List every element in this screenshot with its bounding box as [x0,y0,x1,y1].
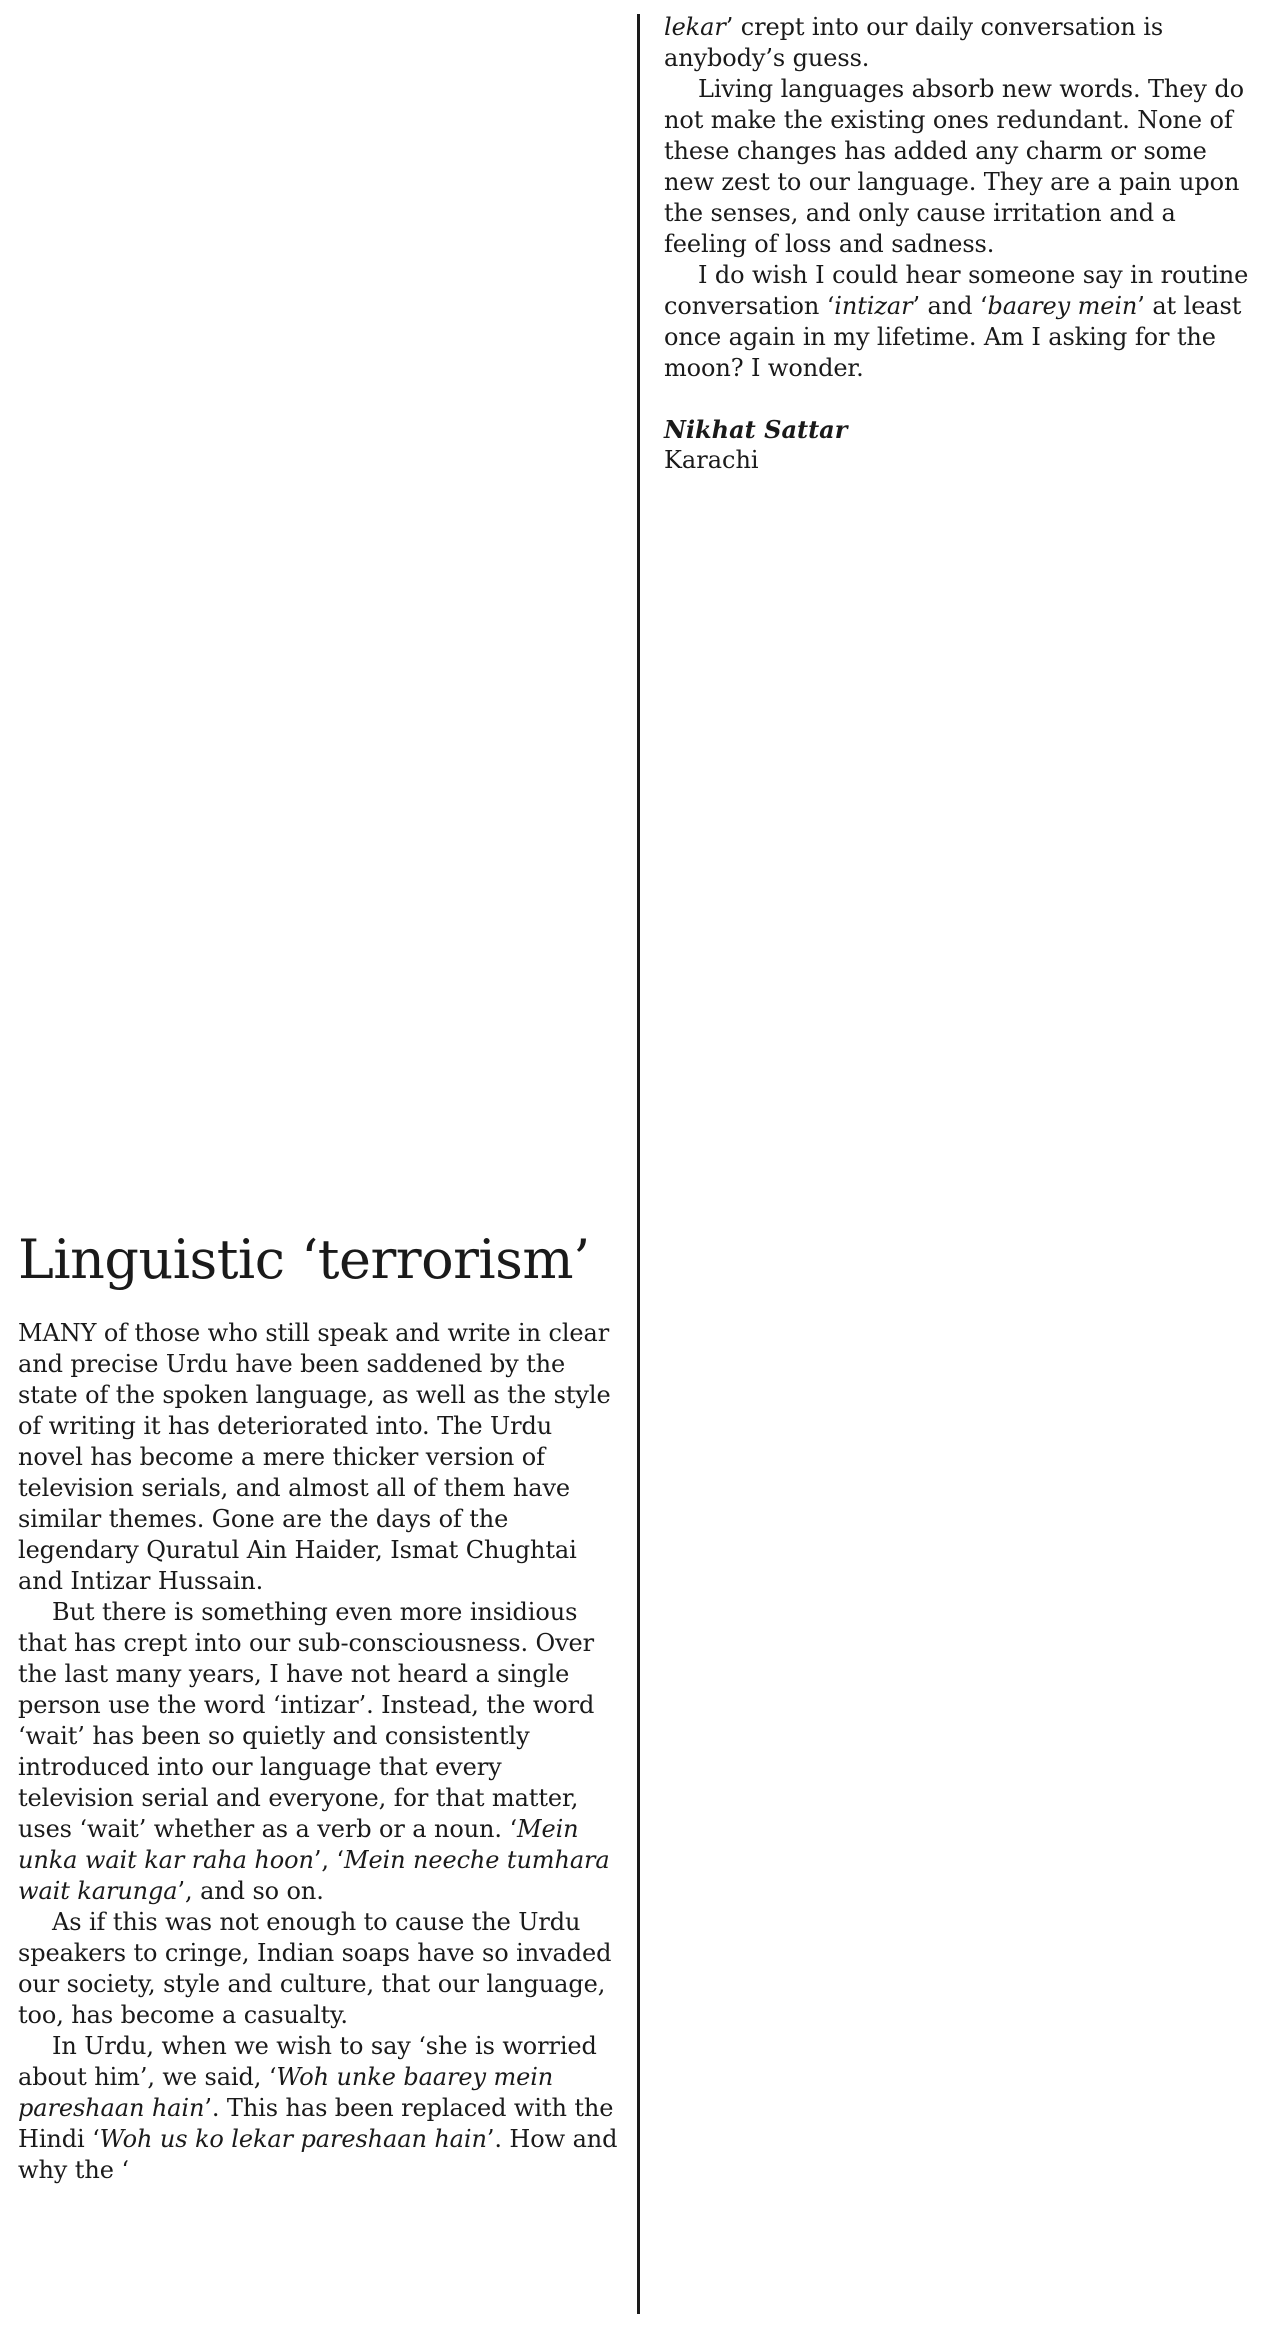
paragraph-5-text: Living languages absorb new words. They do not make the existing ones redundant. None of these changes has added any charm or some new zest to our language. They are a pain upon the senses, and only cause irritation and a feeling of loss and sadness. [664,75,1244,258]
paragraph-4-text-a: In Urdu, when we wish to say ‘she is worried about him’, we said, ‘ [18,2032,597,2091]
paragraph-6-text-a: I do wish I could hear someone say in routine conversation ‘ [664,261,1249,320]
letter-headline: Linguistic ‘terrorism’ [18,1228,590,1291]
paragraph-4-urdu-phrase: Woh unke baarey mein pareshaan hain [18,2063,554,2122]
paragraph-3-text: As if this was not enough to cause the Urdu speakers to cringe, Indian soaps have so invaded our society, style and culture, that our language, too, has become a casualty. [18,1908,612,2029]
paragraph-2-urdu-phrase-2: Mein neeche tumhara wait karunga [18,1846,610,1905]
paragraph-5 [664,74,1254,260]
paragraph-6-text-e: ’ at least once again in my lifetime. Am I asking for the moon? I wonder. [664,292,1242,382]
paragraph-4-continued [664,12,1254,74]
right-column [664,12,1254,476]
paragraph-4-text-g: ’ crept into our daily conversation is anybody’s guess. [664,13,1164,72]
paragraph-6-baarey-mein: baarey mein [987,292,1138,320]
paragraph-4-lekar: lekar [664,13,726,41]
paragraph-6 [664,260,1254,384]
paragraph-3 [18,1907,622,2031]
paragraph-2-text-a: But there is something even more insidious that has crept into our sub-consciousness. Over the last many years, I have not heard a single person use the word ‘intizar’. Instead, the word ‘wait’ has been so quietly and consistently introduced into our language that every television serial and everyone, for that matter, uses ‘wait’ whether as a verb or a noun. ‘ [18,1598,595,1843]
paragraph-2 [18,1597,622,1907]
paragraph-1 [18,1318,622,1597]
left-column [18,1228,622,2186]
paragraph-6-text-c: ’ and ‘ [912,292,988,320]
paragraph-6-intizar: intizar [834,292,913,320]
author-city: Karachi [664,446,759,474]
paragraph-4-text-c: ’. This has been replaced with the Hindi ‘ [18,2094,614,2153]
paragraph-2-text-c: ’, ‘ [313,1846,344,1874]
paragraph-2-text-e: ’, and so on. [177,1877,324,1905]
paragraph-1-text: MANY of those who still speak and write in clear and precise Urdu have been saddened by the state of the spoken language, as well as the style of writing it has deteriorated into. The Urdu novel has become a mere thicker version of television serials, and almost all of them have similar themes. Gone are the days of the legendary Quratul Ain Haider, Ismat Chughtai and Intizar Hussain. [18,1319,611,1595]
author-name: Nikhat Sattar [664,415,848,444]
paragraph-4-text-e: ’. How and why the ‘ [18,2125,618,2184]
paragraph-2-urdu-phrase-1: Mein unka wait kar raha hoon [18,1815,579,1874]
signature-block [664,414,1254,476]
paragraph-4-hindi-phrase: Woh us ko lekar pareshaan hain [99,2125,487,2153]
column-divider [637,14,640,2314]
paragraph-4-start [18,2031,622,2186]
